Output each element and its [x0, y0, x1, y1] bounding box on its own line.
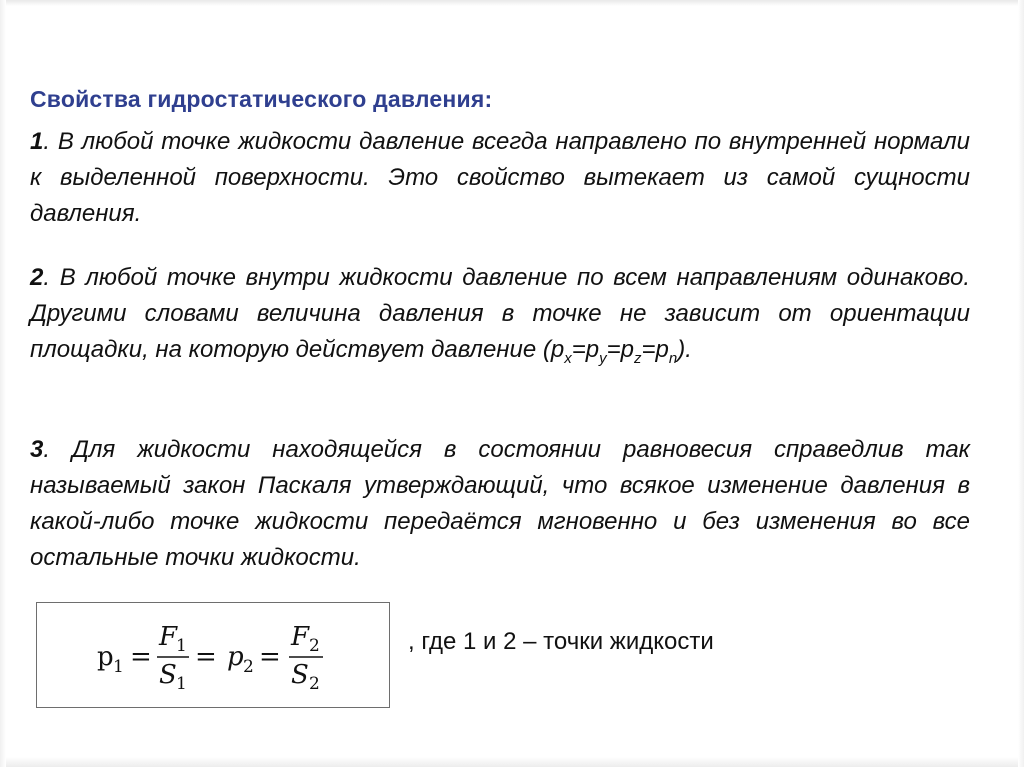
F1-subscript: 1	[176, 636, 187, 656]
property-3-number: 3	[30, 436, 44, 463]
paren-close: ).	[677, 336, 692, 363]
pascal-formula-box	[36, 602, 390, 708]
py-subscript: y	[599, 349, 607, 367]
py-symbol: p	[585, 336, 600, 363]
property-2-number: 2	[30, 264, 44, 291]
S1-symbol: S	[159, 660, 177, 690]
equals-sign: =	[571, 336, 586, 363]
S2-subscript: 2	[309, 674, 320, 694]
p1-subscript: 1	[113, 657, 124, 677]
F2-symbol: F	[291, 622, 310, 652]
F1-symbol: F	[159, 622, 178, 652]
property-1-number: 1	[30, 128, 44, 155]
pn-symbol: p	[655, 336, 669, 363]
slide-frame-right	[1018, 0, 1024, 767]
S1-subscript: 1	[176, 674, 187, 694]
property-2-text: . В любой точке внутри жидкости давление по всем направлениям одинаково. Другими словами величина давления в точке не зависит от ориентации площадки, на которую действует давление	[30, 264, 970, 363]
pz-subscript: z	[633, 349, 642, 367]
F2-subscript: 2	[309, 636, 320, 656]
pz-symbol: p	[620, 336, 634, 363]
pascal-formula	[37, 603, 389, 707]
formula-note: , где 1 и 2 – точки жидкости	[408, 628, 714, 655]
property-1-paragraph	[30, 124, 970, 232]
px-symbol: p	[550, 336, 565, 363]
p2-symbol: p	[227, 642, 244, 672]
property-3-paragraph	[30, 432, 970, 576]
pn-subscript: n	[668, 349, 678, 367]
p1-symbol: p	[97, 642, 114, 672]
S2-symbol: S	[291, 660, 309, 690]
slide-heading: Свойства гидростатического давления:	[30, 86, 493, 112]
slide-frame-bottom	[0, 757, 1024, 767]
p2-subscript: 2	[243, 657, 254, 677]
property-2-paragraph	[30, 260, 970, 377]
equals-sign-3: =	[259, 642, 281, 672]
equals-sign-1: =	[130, 642, 152, 672]
property-3-text: . Для жидкости находящейся в состоянии равновесия справедлив так называемый закон Паскаля утверждающий, что всякое изменение давления в какой-либо точке жидкости передаётся мгновенно и без изменения во все остальные точки жидкости.	[30, 436, 970, 571]
slide-frame-left	[0, 0, 6, 767]
slide-frame-top	[0, 0, 1024, 6]
equals-sign-2: =	[195, 642, 217, 672]
px-subscript: x	[564, 349, 572, 367]
property-1-text: . В любой точке жидкости давление всегда направлено по внутренней нормали к выделенной поверхности. Это свойство вытекает из самой сущности давления.	[30, 128, 970, 227]
equals-sign: =	[641, 336, 656, 363]
paren-open: (	[536, 336, 551, 363]
equals-sign: =	[606, 336, 621, 363]
